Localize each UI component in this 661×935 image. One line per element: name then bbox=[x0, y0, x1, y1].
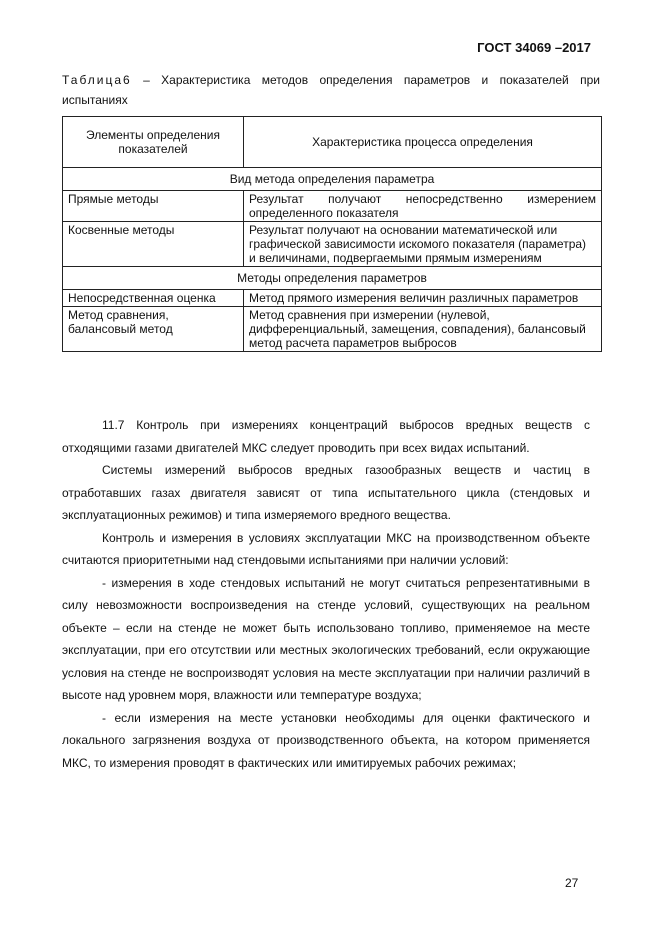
table-caption-label: Таблица6 bbox=[62, 73, 132, 87]
row-description: Метод прямого измерения величин различных параметров bbox=[244, 290, 602, 307]
methods-table bbox=[62, 116, 602, 352]
table-caption bbox=[62, 70, 600, 110]
table-section-row bbox=[63, 168, 602, 191]
table-header-row bbox=[63, 117, 602, 168]
paragraph: - измерения в ходе стендовых испытаний не могут считаться репрезентативными в силу невозможности воспроизведения на стенде условий, существующих на реальном объекте – если на стенде не может быть использовано топливо, применяемое на месте эксплуатации, при его отсутствии или местных экологических требований, если окружающие условия на стенде не воспроизводят условия на месте эксплуатации при наличии различий в высоте над уровнем моря, влажности или температуре воздуха; bbox=[62, 575, 590, 702]
table-row bbox=[63, 290, 602, 307]
row-name: Непосредственная оценка bbox=[63, 290, 244, 307]
paragraph: Системы измерений выбросов вредных газообразных веществ и частиц в отработавших газах двигателя зависят от типа испытательного цикла (стендовых и эксплуатационных режимов) и типа измеряемого вредного вещества. bbox=[62, 463, 590, 522]
paragraph: 11.7 Контроль при измерениях концентраций выбросов вредных веществ с отходящими газами двигателей МКС следует проводить при всех видах испытаний. bbox=[62, 418, 590, 455]
page-number: 27 bbox=[565, 876, 579, 890]
table-row bbox=[63, 222, 602, 267]
section-title-method-type: Вид метода определения параметра bbox=[63, 168, 602, 191]
table-section-row bbox=[63, 267, 602, 290]
paragraph: Контроль и измерения в условиях эксплуатации МКС на производственном объекте считаются приоритетными над стендовыми испытаниями при наличии условий: bbox=[62, 530, 590, 567]
section-title-methods: Методы определения параметров bbox=[63, 267, 602, 290]
row-name: Прямые методы bbox=[63, 191, 244, 222]
table-row bbox=[63, 307, 602, 352]
column-header-characteristic: Характеристика процесса определения bbox=[244, 117, 602, 168]
document-code: ГОСТ 34069 –2017 bbox=[477, 40, 591, 55]
row-description: Результат получают непосредственно измерением определенного показателя bbox=[244, 191, 602, 222]
paragraph: - если измерения на месте установки необходимы для оценки фактического и локального загрязнения воздуха от производственного объекта, на котором применяется МКС, то измерения проводят в фактических или имитируемых рабочих режимах; bbox=[62, 710, 590, 770]
row-name: Косвенные методы bbox=[63, 222, 244, 267]
column-header-elements: Элементы определения показателей bbox=[63, 117, 244, 168]
row-name: Метод сравнения, балансовый метод bbox=[63, 307, 244, 352]
row-description: Результат получают на основании математической или графической зависимости искомого показателя (параметра) и величинами, подвергаемыми прямым измерениям bbox=[244, 222, 602, 267]
row-description: Метод сравнения при измерении (нулевой, дифференциальный, замещения, совпадения), балансовый метод расчета параметров выбросов bbox=[244, 307, 602, 352]
table-row bbox=[63, 191, 602, 222]
body-text bbox=[62, 414, 590, 774]
table-caption-text: – Характеристика методов определения параметров и показателей при испытаниях bbox=[62, 73, 600, 107]
